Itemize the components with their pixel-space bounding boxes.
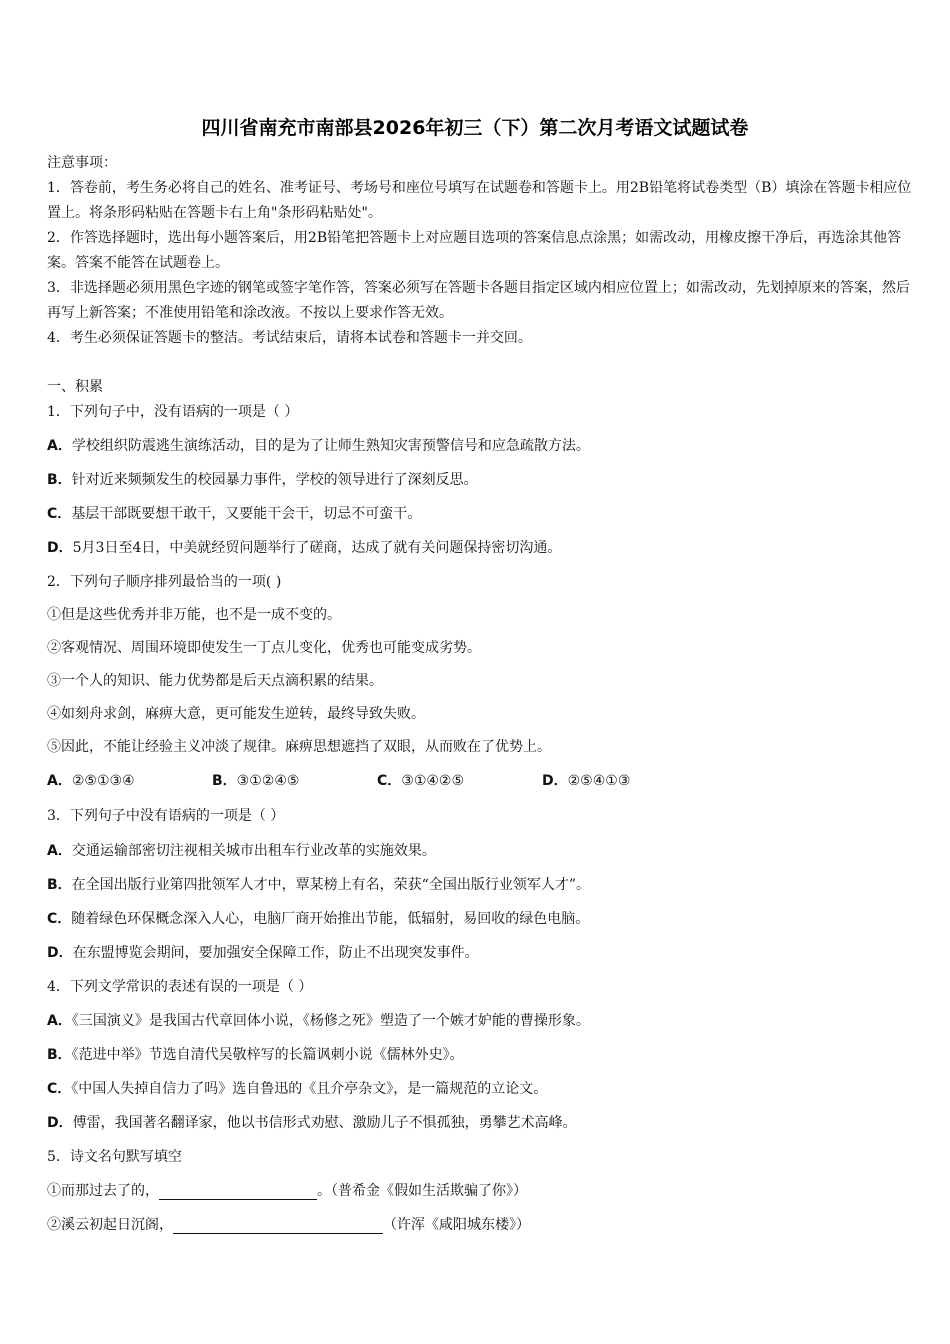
fill-suffix: （许浑《咸阳城东楼》） <box>383 1217 530 1233</box>
option-c <box>47 1078 547 1098</box>
option-a <box>47 840 436 860</box>
option-text: 5月3日至4日，中美就经贸问题举行了磋商，达成了就有关问题保持密切沟通。 <box>72 540 562 556</box>
notice-item: 1．答卷前，考生务必将自己的姓名、准考证号、考场号和座位号填写在试题卷和答题卡上。用2B铅笔将试卷类型（B）填涂在答题卡相应位置上。将条形码粘贴在答题卡右上角"条形码粘贴处"。 <box>47 180 912 221</box>
option-d <box>47 537 561 557</box>
question-stem: 4．下列文学常识的表述有误的一项是（ ） <box>47 979 313 995</box>
answer-blank[interactable] <box>159 1185 317 1200</box>
sentence-item: ②客观情况、周围环境即使发生一丁点儿变化，优秀也可能变成劣势。 <box>47 640 481 656</box>
option-d <box>542 770 630 790</box>
question-stem: 2．下列句子顺序排列最恰当的一项( ) <box>47 574 282 590</box>
option-text: ③①④②⑤ <box>401 773 465 789</box>
option-key: C． <box>377 773 402 789</box>
option-key: C． <box>47 1081 72 1097</box>
options-row <box>47 770 630 790</box>
option-key: D． <box>47 540 73 556</box>
option-key: D． <box>47 945 73 961</box>
option-key: B． <box>47 1047 72 1063</box>
option-b <box>47 874 590 894</box>
option-d <box>47 1112 577 1132</box>
option-text: 基层干部既要想干敢干，又要能干会干，切忌不可蛮干。 <box>71 506 422 522</box>
option-text: 针对近来频频发生的校园暴力事件，学校的领导进行了深刻反思。 <box>71 472 478 488</box>
option-text: ②⑤①③④ <box>71 773 135 789</box>
option-text: ③①②④⑤ <box>236 773 300 789</box>
option-text: 学校组织防震逃生演练活动，目的是为了让师生熟知灾害预警信号和应急疏散方法。 <box>71 438 590 454</box>
option-text: 《中国人失掉自信力了吗》选自鲁迅的《且介亭杂文》，是一篇规范的立论文。 <box>71 1081 548 1097</box>
answer-blank[interactable] <box>173 1219 383 1234</box>
sentence-item: ④如刻舟求剑，麻痹大意，更可能发生逆转，最终导致失败。 <box>47 706 425 722</box>
option-a <box>47 1010 590 1030</box>
option-key: A． <box>47 773 72 789</box>
option-c <box>47 908 589 928</box>
option-text: 交通运输部密切注视相关城市出租车行业改革的实施效果。 <box>71 843 436 859</box>
fill-suffix: 。（普希金《假如生活欺骗了你》） <box>317 1183 527 1199</box>
option-b <box>212 770 377 790</box>
fill-prefix: ②溪云初起日沉阁， <box>47 1217 173 1233</box>
option-key: A． <box>47 1013 72 1029</box>
option-b <box>47 1044 464 1064</box>
option-text: 随着绿色环保概念深入人心，电脑厂商开始推出节能，低辐射，易回收的绿色电脑。 <box>71 911 590 927</box>
section-heading: 一、积累 <box>47 379 103 395</box>
option-c <box>377 770 542 790</box>
option-key: D． <box>47 1115 73 1131</box>
option-text: 在东盟博览会期间，要加强安全保障工作，防止不出现突发事件。 <box>72 945 479 961</box>
notice-item: 3．非选择题必须用黑色字迹的钢笔或签字笔作答，答案必须写在答题卡各题目指定区域内相应位置上；如需改动，先划掉原来的答案，然后再写上新答案；不准使用铅笔和涂改液。不按以上要求作答无效。 <box>47 280 910 321</box>
option-key: B． <box>47 877 72 893</box>
option-a <box>47 770 212 790</box>
option-text: 在全国出版行业第四批领军人才中，覃某榜上有名，荣获“全国出版行业领军人才”。 <box>71 877 590 893</box>
option-key: A． <box>47 843 72 859</box>
fill-blank-line <box>47 1180 527 1200</box>
fill-blank-line <box>47 1214 530 1234</box>
option-key: A． <box>47 438 72 454</box>
option-text: 傅雷，我国著名翻译家，他以书信形式劝慰、激励儿子不惧孤独，勇攀艺术高峰。 <box>72 1115 577 1131</box>
sentence-item: ①但是这些优秀并非万能，也不是一成不变的。 <box>47 607 341 623</box>
option-key: B． <box>47 472 72 488</box>
option-key: C． <box>47 506 72 522</box>
option-text: 《范进中举》节选自清代吴敬梓写的长篇讽刺小说《儒林外史》。 <box>71 1047 464 1063</box>
sentence-item: ③一个人的知识、能力优势都是后天点滴积累的结果。 <box>47 673 383 689</box>
option-a <box>47 435 590 455</box>
page-title: 四川省南充市南部县2026年初三（下）第二次月考语文试题试卷 <box>201 117 749 139</box>
option-d <box>47 942 479 962</box>
option-b <box>47 469 478 489</box>
sentence-item: ⑤因此，不能让经验主义冲淡了规律。麻痹思想遮挡了双眼，从而败在了优势上。 <box>47 739 551 755</box>
option-key: D． <box>542 773 568 789</box>
notice-heading: 注意事项： <box>47 155 117 171</box>
option-text: 《三国演义》是我国古代章回体小说，《杨修之死》塑造了一个嫉才妒能的曹操形象。 <box>71 1013 590 1029</box>
option-key: B． <box>212 773 237 789</box>
fill-prefix: ①而那过去了的， <box>47 1183 159 1199</box>
option-c <box>47 503 421 523</box>
question-stem: 5．诗文名句默写填空 <box>47 1149 182 1165</box>
option-key: C． <box>47 911 72 927</box>
notice-item: 2．作答选择题时，选出每小题答案后，用2B铅笔把答题卡上对应题目选项的答案信息点涂黑；如需改动，用橡皮擦干净后，再选涂其他答案。答案不能答在试题卷上。 <box>47 230 902 271</box>
option-text: ②⑤④①③ <box>567 773 631 789</box>
question-stem: 3．下列句子中没有语病的一项是（ ） <box>47 808 285 824</box>
question-stem: 1．下列句子中，没有语病的一项是（ ） <box>47 404 299 420</box>
notice-item: 4．考生必须保证答题卡的整洁。考试结束后，请将本试卷和答题卡一并交回。 <box>47 330 532 346</box>
